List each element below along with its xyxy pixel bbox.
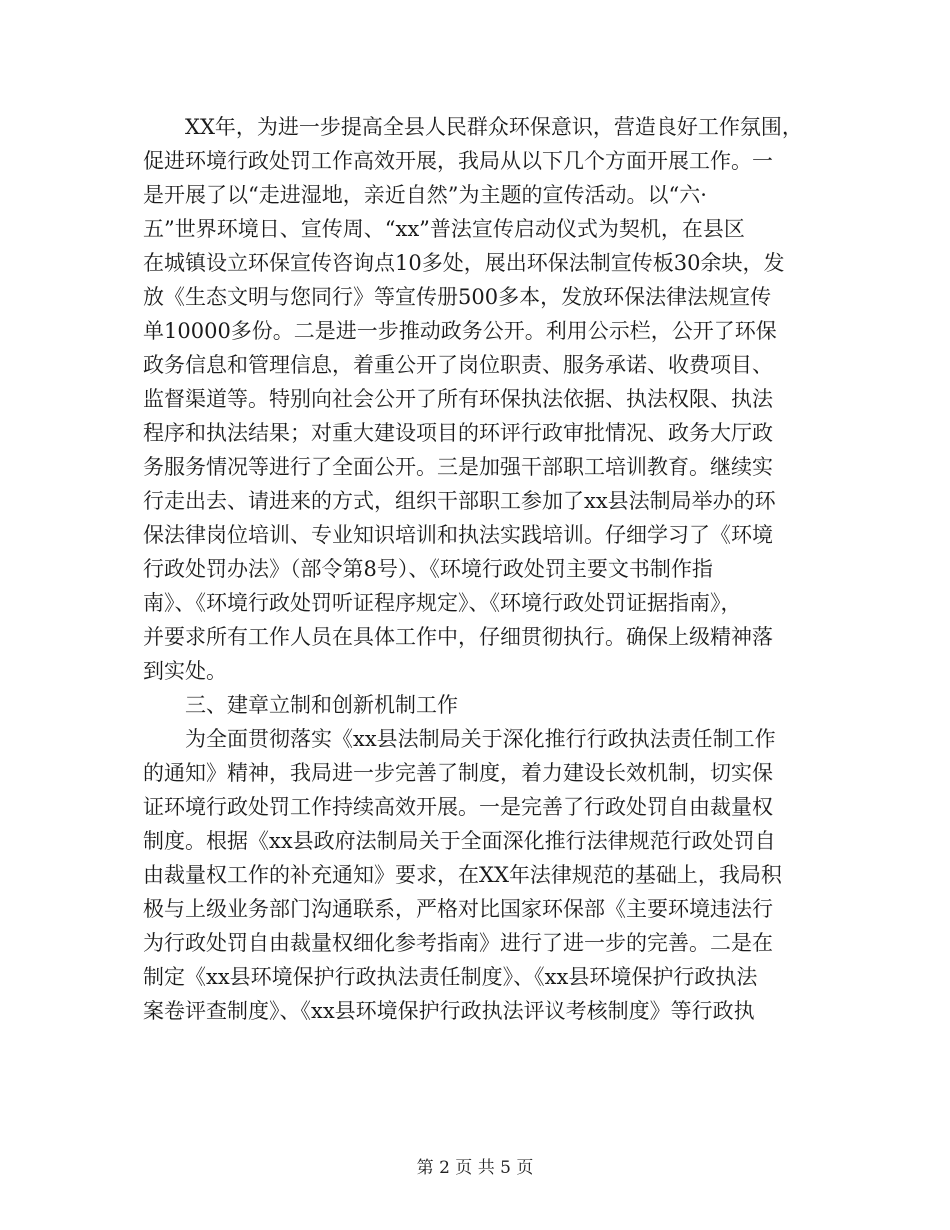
text-line: 促进环境行政处罚工作高效开展，我局从以下几个方面开展工作。一 <box>143 149 773 173</box>
text-line: 政务信息和管理信息，着重公开了岗位职责、服务承诺、收费项目、 <box>143 353 773 377</box>
text-line: 到实处。 <box>143 659 227 683</box>
text-line: 极与上级业务部门沟通联系，严格对比国家环保部《主要环境违法行 <box>143 897 773 921</box>
text-line: 的通知》精神，我局进一步完善了制度，着力建设长效机制，切实保 <box>143 761 773 785</box>
text-line: 制度。根据《xx县政府法制局关于全面深化推行法律规范行政处罚自 <box>143 829 776 853</box>
text-line: 为行政处罚自由裁量权细化参考指南》进行了进一步的完善。二是在 <box>143 931 773 955</box>
text-line: 是开展了以“走进湿地，亲近自然”为主题的宣传活动。以“六· <box>143 183 707 207</box>
text-line: 务服务情况等进行了全面公开。三是加强干部职工培训教育。继续实 <box>143 455 773 479</box>
text-line: 单10000多份。二是进一步推动政务公开。利用公示栏，公开了环保 <box>143 319 777 343</box>
text-line: 程序和执法结果；对重大建设项目的环评行政审批情况、政务大厅政 <box>143 421 773 445</box>
text-line: 放《生态文明与您同行》等宣传册500多本，发放环保法律法规宣传 <box>143 285 772 309</box>
text-line: 行政处罚办法》（部令第8号）、《环境行政处罚主要文书制作指 <box>143 557 713 581</box>
text-line: 并要求所有工作人员在具体工作中，仔细贯彻执行。确保上级精神落 <box>143 625 773 649</box>
text-line: XX年，为进一步提高全县人民群众环保意识，营造良好工作氛围， <box>143 115 803 139</box>
text-line: 案卷评查制度》、《xx县环境保护行政执法评议考核制度》等行政执 <box>143 999 755 1023</box>
text-line: 由裁量权工作的补充通知》要求，在XX年法律规范的基础上，我局积 <box>143 863 782 887</box>
page-number: 第 2 页 共 5 页 <box>416 1158 534 1178</box>
text-line: 监督渠道等。特别向社会公开了所有环保执法依据、执法权限、执法 <box>143 387 773 411</box>
text-line: 在城镇设立环保宣传咨询点10多处，展出环保法制宣传板30余块，发 <box>143 251 785 275</box>
text-line: 为全面贯彻落实《xx县法制局关于深化推行行政执法责任制工作 <box>143 727 776 751</box>
section-heading: 三、建章立制和创新机制工作 <box>143 693 458 717</box>
text-line: 南》、《环境行政处罚听证程序规定》、《环境行政处罚证据指南》， <box>143 591 742 615</box>
text-line: 保法律岗位培训、专业知识培训和执法实践培训。仔细学习了《环境 <box>143 523 773 547</box>
text-line: 行走出去、请进来的方式，组织干部职工参加了xx县法制局举办的环 <box>143 489 776 513</box>
text-line: 制定《xx县环境保护行政执法责任制度》、《xx县环境保护行政执法 <box>143 965 758 989</box>
text-line: 五”世界环境日、宣传周、“xx”普法宣传启动仪式为契机，在县区 <box>143 217 745 241</box>
text-line: 证环境行政处罚工作持续高效开展。一是完善了行政处罚自由裁量权 <box>143 795 773 819</box>
body-text <box>143 110 819 1028</box>
